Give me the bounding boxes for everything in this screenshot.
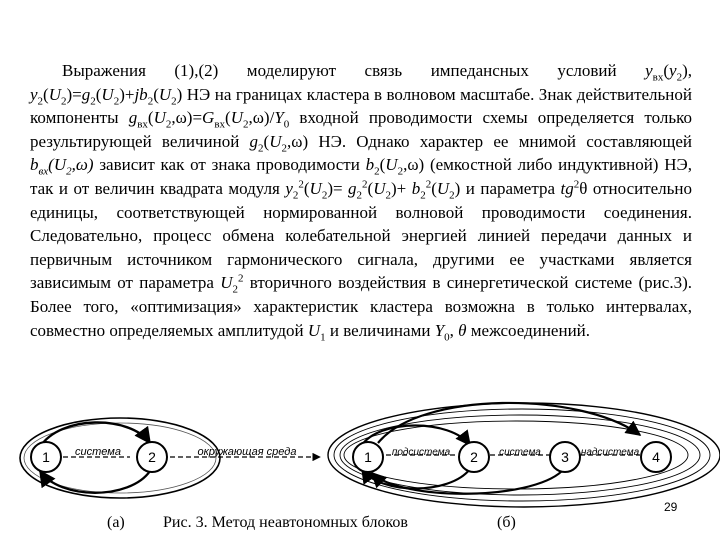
text-fragment: 2 xyxy=(292,189,299,202)
figure-caption: Рис. 3. Метод неавтономных блоков xyxy=(163,514,408,531)
diagram-a xyxy=(20,418,320,498)
text-fragment: )+ xyxy=(119,84,135,104)
text-fragment: ( xyxy=(431,178,437,198)
text-fragment: θ xyxy=(458,320,467,340)
text-fragment: 1 xyxy=(320,330,326,343)
text-fragment: 2 xyxy=(258,142,264,155)
text-fragment: ( xyxy=(153,84,159,104)
text-fragment: ( xyxy=(43,84,49,104)
text-fragment: входной проводимости схемы определяется только результирующей величиной xyxy=(30,108,693,151)
label-b: (б) xyxy=(497,514,516,531)
node-2-label: 2 xyxy=(148,449,156,465)
text-fragment: ( xyxy=(367,178,374,198)
text-fragment: y xyxy=(30,84,38,104)
text-fragment: Y xyxy=(434,320,445,340)
text-fragment: вх xyxy=(38,165,49,178)
text-fragment: g xyxy=(348,178,357,198)
text-fragment: b xyxy=(30,155,39,175)
text-fragment: ,ω)/ xyxy=(248,108,275,128)
text-fragment: 0 xyxy=(444,330,450,343)
text-fragment: ( xyxy=(225,108,231,128)
text-fragment: tg xyxy=(560,178,574,198)
node-4-label: 4 xyxy=(652,449,660,465)
text-fragment: 2 xyxy=(321,189,328,202)
text-fragment: )= xyxy=(327,178,349,198)
text-fragment: 2 xyxy=(171,94,177,107)
text-fragment: U xyxy=(309,178,322,198)
text-fragment: U xyxy=(153,108,166,128)
node-1-label: 1 xyxy=(364,449,372,465)
text-fragment: g xyxy=(128,108,138,128)
text-fragment: )= xyxy=(66,84,82,104)
text-fragment: U xyxy=(220,273,233,293)
text-fragment: 2 xyxy=(425,178,432,191)
text-fragment: ,ω)= xyxy=(171,108,203,128)
text-fragment: ( xyxy=(663,61,670,80)
text-fragment: межсоединений. xyxy=(466,320,591,340)
text-fragment: ( xyxy=(303,178,310,198)
text-fragment: ,ω) (емкостной либо индуктивной) НЭ, так и от величин квадрата модуля xyxy=(30,155,692,198)
text-fragment: ), xyxy=(682,61,692,80)
text-fragment: ( xyxy=(379,155,386,175)
text-fragment: 2 xyxy=(420,189,426,202)
body-text xyxy=(30,59,692,342)
text-fragment: g xyxy=(249,131,259,151)
text-fragment: U xyxy=(436,178,450,198)
node-2-label: 2 xyxy=(470,449,478,465)
text-fragment: )+ xyxy=(391,178,412,198)
text-fragment: Y xyxy=(274,108,284,128)
text-fragment: G xyxy=(202,108,215,128)
text-fragment: 2 xyxy=(298,178,304,191)
text-fragment: Выражения (1),(2) моделируют связь импедансных условий xyxy=(62,61,646,80)
subsystem-label: подсистема xyxy=(391,447,451,458)
text-fragment: y xyxy=(669,61,677,80)
text-fragment: ( xyxy=(95,84,102,104)
text-fragment: ,ω) НЭ. Однако характер ее мнимой составляющей xyxy=(287,131,692,151)
text-fragment: 2 xyxy=(147,94,154,107)
text-fragment: U xyxy=(307,320,321,340)
main-paragraph xyxy=(30,59,692,342)
text-fragment: b xyxy=(411,178,421,198)
text-fragment: , xyxy=(449,320,459,340)
text-fragment: (U xyxy=(48,155,67,175)
text-fragment: 2 xyxy=(66,165,72,178)
text-fragment: 2 xyxy=(242,118,249,131)
page-number: 29 xyxy=(664,500,678,514)
diagram-b xyxy=(328,403,720,507)
text-fragment: 2 xyxy=(362,178,368,191)
system-arc-top xyxy=(40,422,150,447)
node-3-label: 3 xyxy=(561,449,569,465)
environment-label: окружающая среда xyxy=(197,446,297,458)
text-fragment: jb xyxy=(134,84,148,104)
node-1-label: 1 xyxy=(42,449,50,465)
text-fragment: 2 xyxy=(90,94,96,107)
text-fragment: 2 xyxy=(113,94,120,107)
text-fragment: зависит как от знака проводимости xyxy=(93,155,366,175)
text-fragment: 2 xyxy=(397,165,404,178)
text-fragment: θ относительно единицы, соответствующей нормированной волновой проводимости соединения. Следовательно, процесс обмена колебательной энергией линией передачи данных и первичным источником гармонического сигнала, другими ее участками является зависимым от параметра xyxy=(30,178,693,293)
text-fragment: 2 xyxy=(238,272,244,285)
text-fragment: 2 xyxy=(374,165,380,178)
text-fragment: ( xyxy=(263,131,270,151)
text-fragment: U xyxy=(269,131,282,151)
text-fragment: 0 xyxy=(283,118,290,131)
text-fragment: g xyxy=(81,84,91,104)
text-fragment: 2 xyxy=(232,283,238,296)
system-label: система xyxy=(499,447,541,458)
text-fragment: 2 xyxy=(573,178,580,191)
text-fragment: U xyxy=(158,84,172,104)
system-label: система xyxy=(75,446,121,458)
text-fragment: 2 xyxy=(449,189,455,202)
text-fragment: 2 xyxy=(385,189,391,202)
text-fragment: U xyxy=(230,108,243,128)
text-fragment: 2 xyxy=(165,118,172,131)
text-fragment: U xyxy=(385,155,398,175)
text-fragment: ( xyxy=(147,108,154,128)
text-fragment: 2 xyxy=(61,94,67,107)
text-fragment: 2 xyxy=(356,189,363,202)
text-fragment: ,ω) xyxy=(71,155,94,175)
text-fragment: вторичного воздействия в синергетической системе (рис.3). Более того, «оптимизация» характеристик кластера возможна в только интервалах, совместно определяемых амплитудой xyxy=(30,273,692,340)
text-fragment: 2 xyxy=(281,142,287,155)
text-fragment: и величинами xyxy=(325,320,435,340)
text-fragment: y xyxy=(645,61,653,80)
text-fragment: U xyxy=(48,84,61,104)
text-fragment: вх xyxy=(652,71,664,84)
text-fragment: ) и параметра xyxy=(454,178,561,198)
text-fragment: 2 xyxy=(37,94,44,107)
text-fragment: вх xyxy=(137,118,148,131)
text-fragment: вх xyxy=(214,118,226,131)
text-fragment: U xyxy=(373,178,386,198)
text-fragment: 2 xyxy=(676,71,683,84)
supersystem-label: надсистема xyxy=(580,447,640,458)
text-fragment: ) НЭ на границах кластера в волновом масштабе. Знак действительной компоненты xyxy=(30,84,692,128)
text-fragment: b xyxy=(365,155,375,175)
text-fragment: U xyxy=(101,84,114,104)
text-fragment: y xyxy=(285,178,293,198)
label-a: (а) xyxy=(107,514,125,531)
